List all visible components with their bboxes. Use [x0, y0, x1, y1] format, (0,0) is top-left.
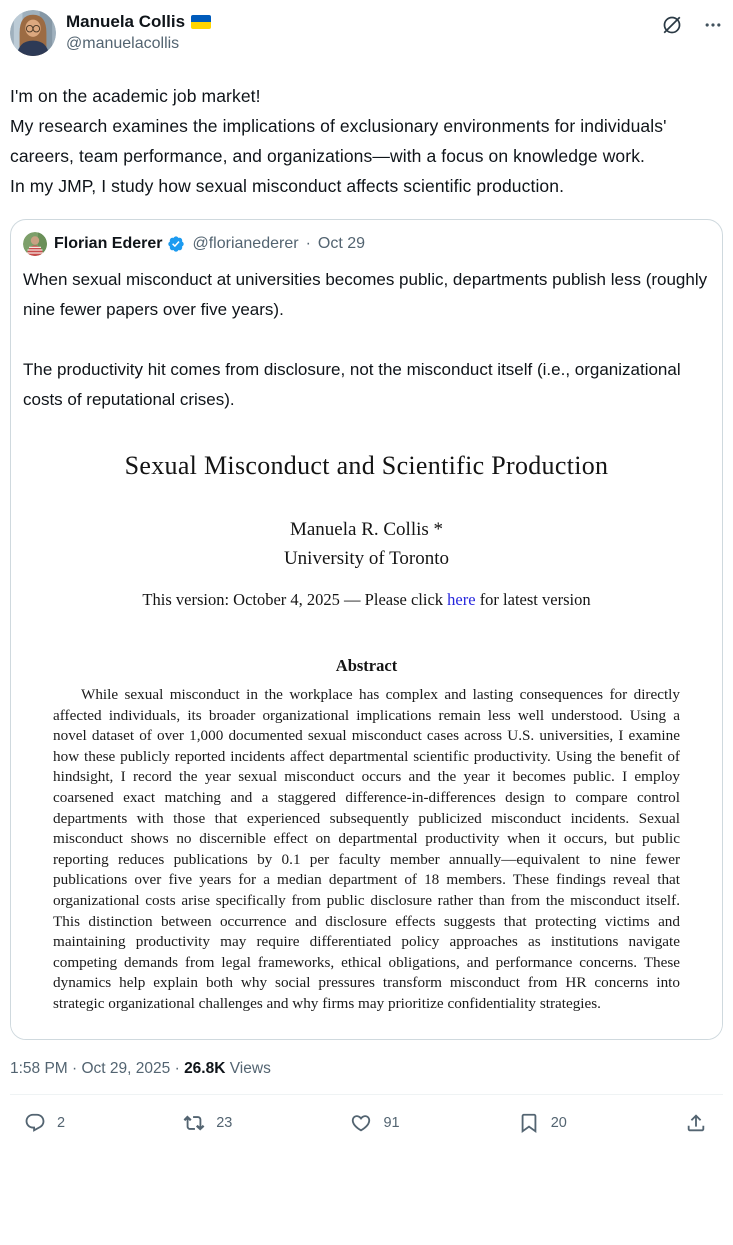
like-button[interactable]: [350, 1112, 399, 1134]
tweet-text-line: I'm on the academic job market!: [10, 86, 261, 106]
paper-image-attachment[interactable]: [11, 423, 722, 1039]
author-avatar[interactable]: [10, 10, 56, 56]
paper-version-suffix: for latest version: [475, 590, 591, 609]
tweet-timestamp: 1:58 PM · Oct 29, 2025: [10, 1059, 171, 1077]
reply-button[interactable]: [24, 1112, 65, 1134]
repost-count: 23: [216, 1114, 233, 1131]
paper-abstract-text: While sexual misconduct in the workplace has complex and lasting consequences for directly affected individuals, its broader organizational implications remain less well understood. Using a novel dataset of over 1,000 documented sexual misconduct cases across U.S. universities, I examine how these publicly reported incidents affect departmental scientific productivity. Using the benefit of hindsight, I record the year sexual misconduct occurs and the year it becomes public. I employ coarsened exact matching and a staggered difference-in-differences design to compare control departments with those that experienced subsequently publicized misconduct incidents. Sexual misconduct shows no discernible effect on departmental productivity when it occurs, but public reporting reduces publications by 0.1 per faculty member annually—equivalent to nine fewer publications over five years for a median department of 18 members. These findings reveal that organizational costs arise specifically from public disclosure rather than from the misconduct itself. This distinction between occurrence and disclosure effects suggests that protecting victims and maintaining productivity may require differentiated policy approaches as institutions navigate competing demands from legal frameworks, ethical obligations, and performance concerns. These dynamics help explain both why social pressures transform misconduct from HR concerns into strategic organizational challenges and why firms may prioritize confidentiality strategies.: [53, 686, 680, 1012]
views-count: 26.8K: [184, 1059, 226, 1077]
paper-version-line: [11, 590, 722, 610]
paper-latest-version-link: here: [447, 590, 476, 609]
author-names: [66, 10, 661, 55]
quoted-paragraph: The productivity hit comes from disclosure, not the misconduct itself (i.e., organizational costs of reputational crises).: [23, 360, 681, 409]
tweet-text-line: My research examines the implications of exclusionary environments for individuals' careers, team performance, and organizations—with a focus on knowledge work.: [10, 116, 667, 166]
tweet-meta-row: [10, 1058, 723, 1080]
paper-author: Manuela R. Collis *: [289, 519, 444, 540]
action-bar: [10, 1095, 723, 1141]
paper-version-prefix: This version: October 4, 2025 — Please click: [142, 590, 448, 609]
quoted-tweet-text: [23, 265, 710, 415]
reply-icon: [24, 1112, 46, 1134]
author-avatar-image: [10, 10, 56, 56]
bookmark-icon: [518, 1112, 540, 1134]
quoted-author-handle: @florianederer: [192, 235, 299, 252]
quoted-avatar-image: [23, 232, 47, 256]
author-name[interactable]: Manuela Collis: [66, 12, 186, 31]
share-icon: [685, 1112, 707, 1134]
verified-badge-icon: [167, 235, 185, 253]
tweet-text-line: In my JMP, I study how sexual misconduct affects scientific production.: [10, 176, 565, 196]
like-icon: [350, 1112, 372, 1134]
repost-icon: [183, 1112, 205, 1134]
repost-button[interactable]: [183, 1112, 232, 1134]
header-icons: [661, 10, 723, 36]
quoted-author-avatar[interactable]: [23, 232, 47, 256]
reply-count: 2: [57, 1114, 66, 1131]
like-count: 91: [383, 1114, 400, 1131]
paper-affiliation: University of Toronto: [283, 548, 450, 569]
more-icon[interactable]: [703, 15, 723, 35]
bookmark-button[interactable]: [518, 1112, 567, 1134]
quoted-paragraph: When sexual misconduct at universities becomes public, departments publish less (roughly nine fewer papers over five years).: [23, 270, 708, 319]
meta-separator: ·: [174, 1059, 180, 1077]
views-label: Views: [229, 1059, 271, 1077]
quoted-separator: ·: [305, 235, 311, 252]
paper-abstract-heading: Abstract: [335, 656, 398, 675]
ukraine-flag-emoji: [191, 15, 211, 29]
quoted-tweet-card[interactable]: [10, 219, 723, 1040]
quoted-author-name[interactable]: Florian Ederer: [54, 235, 163, 252]
tweet-header: [10, 10, 723, 56]
author-handle[interactable]: @manuelacollis: [66, 35, 180, 52]
tweet-text: [10, 81, 723, 201]
bookmark-count: 20: [550, 1114, 567, 1131]
quoted-tweet-header: [23, 232, 710, 256]
share-button[interactable]: [685, 1112, 707, 1134]
quoted-date: Oct 29: [317, 235, 366, 252]
paper-title: Sexual Misconduct and Scientific Production: [124, 451, 609, 480]
grok-icon[interactable]: [661, 14, 683, 36]
